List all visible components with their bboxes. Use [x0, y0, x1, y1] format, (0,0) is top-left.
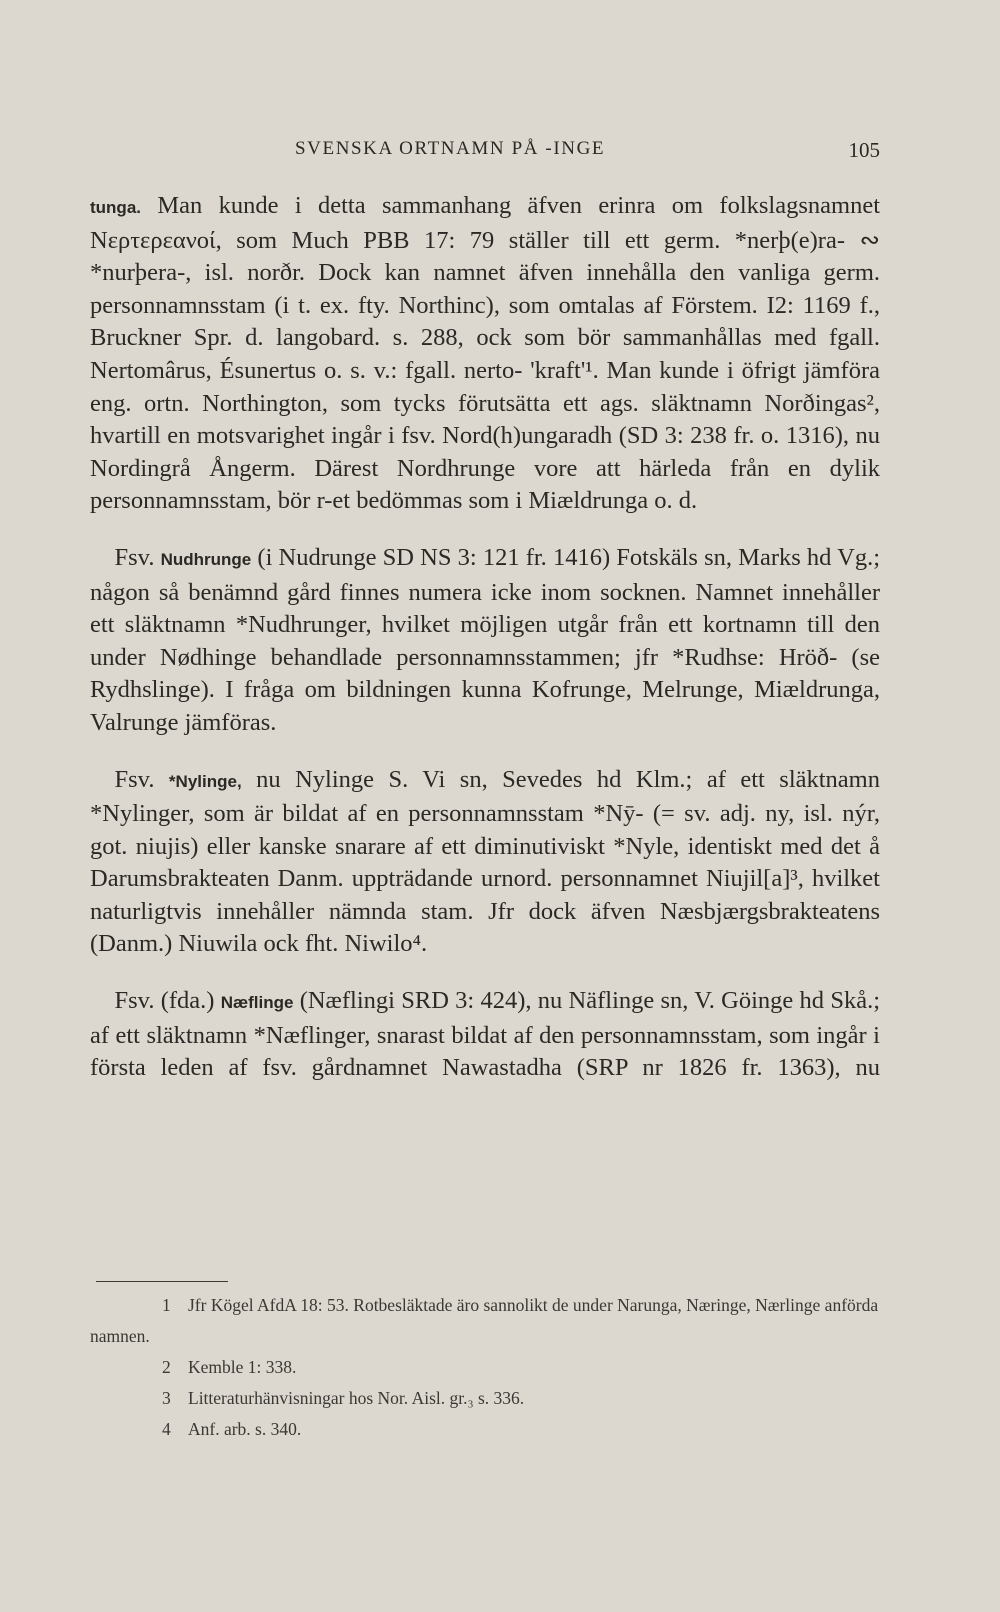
entry-prefix: Fsv. (fda.)	[114, 987, 215, 1015]
entry-headword: Nudhrunge	[160, 549, 252, 569]
footnote-1	[90, 1290, 880, 1352]
footnote-text: Jfr Kögel AfdA 18: 53. Rotbesläktade äro sannolikt de under Narunga, Næringe, Nærlinge anförda namnen.	[90, 1295, 879, 1346]
entry-nudhrunge	[90, 542, 880, 740]
lead-word: tunga.	[90, 198, 141, 217]
footnote-rule	[96, 1281, 228, 1282]
footnotes	[90, 1290, 880, 1445]
footnote-2	[90, 1352, 880, 1383]
running-head	[90, 138, 880, 168]
entry-headword: Næflinge	[220, 993, 294, 1013]
paragraph-text: Man kunde i detta sammanhang äfven erinra om folkslagsnamnet Νερτερεανοί, som Much PBB 17: 79 ställer till ett germ. *nerþ(e)ra- ∾ *nurþera-, isl. norðr. Dock kan namnet äfven innehålla den vanliga germ. personnamnsstam (i t. ex. fty. Northinc), som omtalas af Förstem. I2: 1169 f., Bruckner Spr. d. langobard. s. 288, ock som bör sammanhållas med fgall. Nertomârus, Ésunertus o. s. v.: fgall. nerto- 'kraft'¹. Man kunde i öfrigt jämföra eng. ortn. Northington, som tycks förutsätta ett ags. släktnamn Norðingas², hvartill en motsvarighet ingår i fsv. Nord(h)ungaradh (SD 3: 238 fr. o. 1316), nu Nordingrå Ångerm. Därest Nordhrunge vore att härleda från en dylik personnamnsstam, bör r-et bedömmas som i Miældrunga o. d.	[90, 192, 881, 515]
entry-text: nu Nylinge S. Vi sn, Sevedes hd Klm.; af ett släktnamn *Nylinger, som är bildat af en personnamnsstam *Nȳ- (= sv. adj. ny, isl. nýr, got. niujis) eller kanske snarare af ett diminutiviskt *Nyle, identiskt med det å Darumsbrakteaten Danm. uppträdande urnord. personnamnet Niujil[a]³, hvilket naturligtvis innehåller nämnda stam. Jfr dock äfven Næsbjærgsbrakteatens (Danm.) Niuwila ock fht. Niwilo⁴.	[90, 765, 880, 958]
footnote-3	[90, 1383, 880, 1414]
footnote-text: Litteraturhänvisningar hos Nor. Aisl. gr.₃ s. 336.	[188, 1388, 525, 1408]
entry-headword: *Nylinge,	[168, 771, 242, 791]
entry-prefix: Fsv.	[114, 765, 155, 793]
paragraph-nordhrunge-continued	[90, 190, 880, 518]
footnote-number: 4	[162, 1419, 171, 1439]
entry-prefix: Fsv.	[114, 543, 155, 571]
footnote-number: 2	[162, 1357, 171, 1377]
running-title: SVENSKA ORTNAMN PÅ -INGE	[295, 138, 606, 159]
body-text	[90, 190, 880, 1085]
page-number: 105	[848, 138, 880, 162]
entry-text: (i Nudrunge SD NS 3: 121 fr. 1416) Fotskäls sn, Marks hd Vg.; någon så benämnd gård finnes numera icke inom socknen. Namnet innehåller ett släktnamn *Nudhrunger, hvilket möjligen utgår från ett kortnamn till den under Nødhinge behandlade personnamnsstammen; jfr *Rudhse: Hröð- (se Rydhslinge). I fråga om bildningen kunna Kofrunge, Melrunge, Miældrunga, Valrunge jämföras.	[90, 543, 881, 736]
entry-naeflinge	[90, 985, 880, 1085]
footnote-text: Anf. arb. s. 340.	[188, 1419, 302, 1439]
footnote-number: 1	[162, 1295, 171, 1315]
footnote-text: Kemble 1: 338.	[188, 1357, 297, 1377]
entry-text: (Næflingi SRD 3: 424), nu Näflinge sn, V. Göinge hd Skå.; af ett släktnamn *Næflinger, snarast bildat af den personnamnsstam, som ingår i första leden af fsv. gårdnamnet Nawastadha (SRP nr 1826 fr. 1363), nu	[90, 987, 881, 1082]
footnote-4	[90, 1414, 880, 1445]
footnote-number: 3	[162, 1388, 171, 1408]
entry-nylinge	[90, 764, 880, 962]
